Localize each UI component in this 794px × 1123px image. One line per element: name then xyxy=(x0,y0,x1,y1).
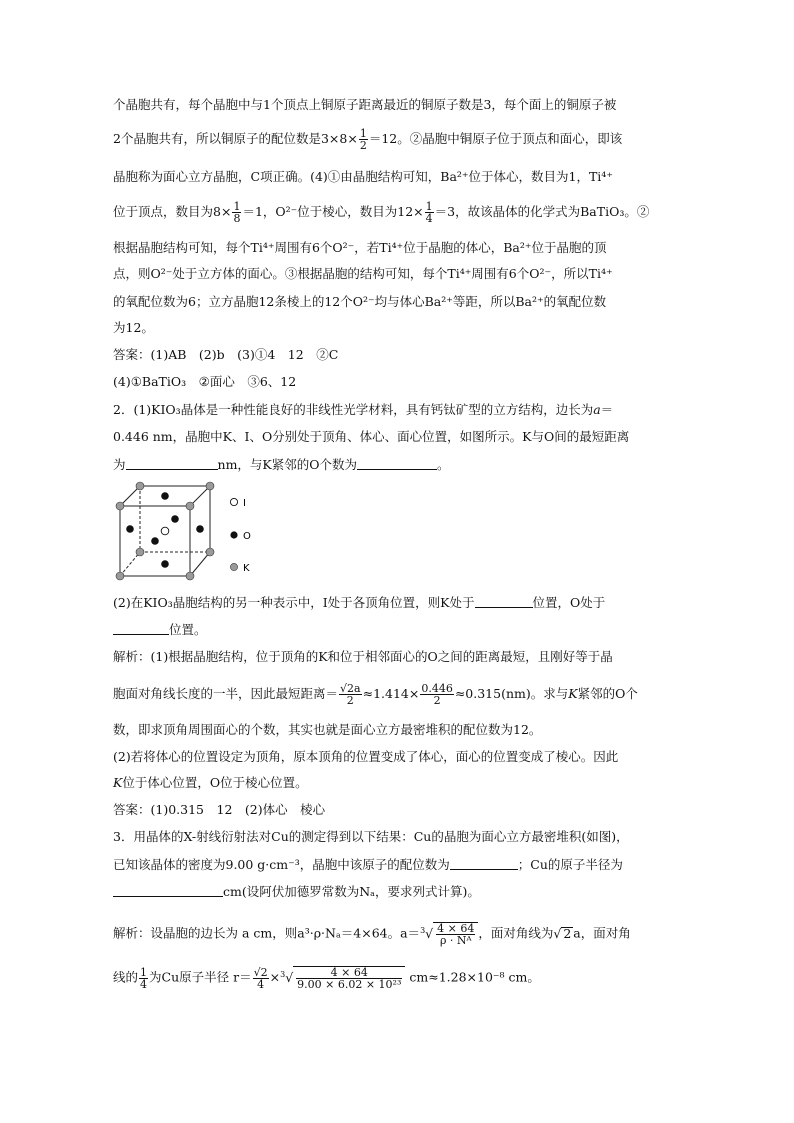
question-line: 已知该晶体的密度为9.00 g·cm⁻³，晶胞中该原子的配位数为 ；Cu的原子半径为 xyxy=(113,857,623,872)
text-line: 点，则O²⁻处于立方体的面心。③根据晶胞的结构可知，每个Ti⁴⁺周围有6个O²⁻，所以Ti⁴⁺ xyxy=(113,266,613,281)
fraction: $\frac{0.446}{2}$ xyxy=(421,682,453,707)
k-atom xyxy=(206,548,214,556)
analysis-line: 线的 $\frac{1}{4}$ 为Cu原子半径 r＝ $\frac{√2}{4}$ ×$^3$√ $\frac{4 \times 64}{\text{9.00 × 6.02 × 10²³}}$ cm≈1.28×10⁻⁸ cm。 xyxy=(113,965,540,991)
text-line: 的氧配位数为6；立方晶胞12条棱上的12个O²⁻均与体心Ba²⁺等距，所以Ba²⁺的氧配位数 xyxy=(113,294,607,309)
fraction: $\frac{4 \times 64}{\text{9.00 × 6.02 × 10²³}}$ xyxy=(297,966,402,991)
question-line: 为 nm，与K紧邻的O个数为 。 xyxy=(113,457,450,472)
answer-line: 答案：(1)0.315 12 (2)体心 棱心 xyxy=(113,802,326,817)
text-line: 晶胞称为面心立方晶胞，C项正确。(4)①由晶胞结构可知，Ba²⁺位于体心，数目为1，Ti⁴⁺ xyxy=(113,169,613,184)
analysis-line: K位于体心位置，O位于棱心位置。 xyxy=(113,775,308,790)
question-line: 0.446 nm，晶胞中K、I、O分别处于顶角、体心、面心位置，如图所示。K与O间的最短距离 xyxy=(113,429,630,444)
k-atom xyxy=(136,548,144,556)
fraction: $\frac{1}{8}$ xyxy=(233,200,241,225)
legend-k-label: K xyxy=(243,563,250,574)
analysis-line: 解析：设晶胞的边长为 a cm，则a³·ρ·Nₐ＝4×64。a＝$^3$√ $\frac{4 \times 64}{\text{ρ · Nᴬ}}$ ，面对角线为√ 2 a，面对角 xyxy=(113,922,631,947)
k-atom xyxy=(116,572,124,580)
question-line: (2)在KIO₃晶胞结构的另一种表示中，I处于各顶角位置，则K处于 位置，O处于 xyxy=(113,595,606,610)
kio3-unit-cell-figure xyxy=(112,480,262,582)
square-root: √ 2 xyxy=(553,926,572,942)
o-atom xyxy=(126,525,134,533)
k-atom xyxy=(206,482,214,490)
cube-root: $^3$√ $\frac{4 \times 64}{\text{ρ · Nᴬ}}$ xyxy=(420,922,478,946)
k-atom xyxy=(136,482,144,490)
fraction: $\frac{1}{4}$ xyxy=(140,965,148,991)
o-atom xyxy=(151,537,159,545)
legend-i-marker xyxy=(230,498,237,505)
text-line: 根据晶胞结构可知，每个Ti⁴⁺周围有6个O²⁻，若Ti⁴⁺位于晶胞的体心，Ba²⁺位于晶胞的顶 xyxy=(113,240,607,255)
analysis-line: 解析：(1)根据晶胞结构，位于顶角的K和位于相邻面心的O之间的距离最短，且刚好等于晶 xyxy=(113,649,613,664)
text-line: 个晶胞共有，每个晶胞中与1个顶点上铜原子距离最近的铜原子数是3，每个面上的铜原子被 xyxy=(113,97,617,112)
answer-blank xyxy=(475,596,533,608)
analysis-line: 胞面对角线长度的一半，因此最短距离＝ $\frac{√2a}{2}$ ≈1.414× $\frac{0.446}{2}$ ≈0.315(nm)。求与K紧邻的O个 xyxy=(113,682,638,707)
text-line: 为12。 xyxy=(113,320,154,335)
text-line: 位于顶点，数目为8× $\frac{1}{8}$ ＝1，O²⁻位于棱心，数目为12× $\frac{1}{4}$ ＝3，故该晶体的化学式为BaTiO₃。② xyxy=(113,200,650,225)
i-atom xyxy=(161,527,169,535)
analysis-line: (2)若将体心的位置设定为顶角，原本顶角的位置变成了体心，面心的位置变成了棱心。因此 xyxy=(113,749,619,764)
answer-blank xyxy=(450,858,518,870)
legend-k-marker xyxy=(230,563,237,570)
o-atom xyxy=(171,515,179,523)
answer-line: (4)①BaTiO₃ ②面心 ③6、12 xyxy=(113,374,297,389)
text-line: 2个晶胞共有，所以铜原子的配位数是3×8× $\frac{1}{2}$ ＝12。②晶胞中铜原子位于顶点和面心，即该 xyxy=(113,127,623,152)
question-line: 2．(1)KIO₃晶体是一种性能良好的非线性光学材料，具有钙钛矿型的立方结构，边长为a＝ xyxy=(113,402,614,417)
o-atom xyxy=(161,560,169,568)
k-atom xyxy=(186,572,194,580)
question-line: 3．用晶体的X-射线衍射法对Cu的测定得到以下结果：Cu的晶胞为面心立方最密堆积(如图)， xyxy=(113,829,629,844)
answer-blank xyxy=(113,885,223,897)
question-line: cm(设阿伏加德罗常数为Nₐ，要求列式计算)。 xyxy=(113,885,480,899)
question-line: 位置。 xyxy=(113,623,207,637)
legend-o-marker xyxy=(230,531,237,538)
analysis-line: 数，即求顶角周围面心的个数，其实也就是面心立方最密堆积的配位数为12。 xyxy=(113,722,542,737)
fraction: $\frac{1}{4}$ xyxy=(425,200,433,225)
fraction: $\frac{√2a}{2}$ xyxy=(340,682,361,707)
legend-i-label: I xyxy=(243,498,246,509)
cube-root: $^3$√ $\frac{4 \times 64}{\text{9.00 × 6.02 × 10²³}}$ xyxy=(280,966,405,990)
answer-blank xyxy=(126,458,218,470)
fraction: $\frac{√2}{4}$ xyxy=(253,965,268,991)
answer-line: 答案：(1)AB (2)b (3)①4 12 ②C xyxy=(113,347,339,362)
answer-blank xyxy=(113,623,169,635)
k-atom xyxy=(116,502,124,510)
answer-blank xyxy=(357,458,437,470)
o-atom xyxy=(196,525,204,533)
legend-o-label: O xyxy=(243,531,251,542)
k-atom xyxy=(186,502,194,510)
o-atom xyxy=(161,492,169,500)
fraction: $\frac{1}{2}$ xyxy=(359,127,367,152)
fraction: $\frac{4 \times 64}{\text{ρ · Nᴬ}}$ xyxy=(437,922,475,947)
